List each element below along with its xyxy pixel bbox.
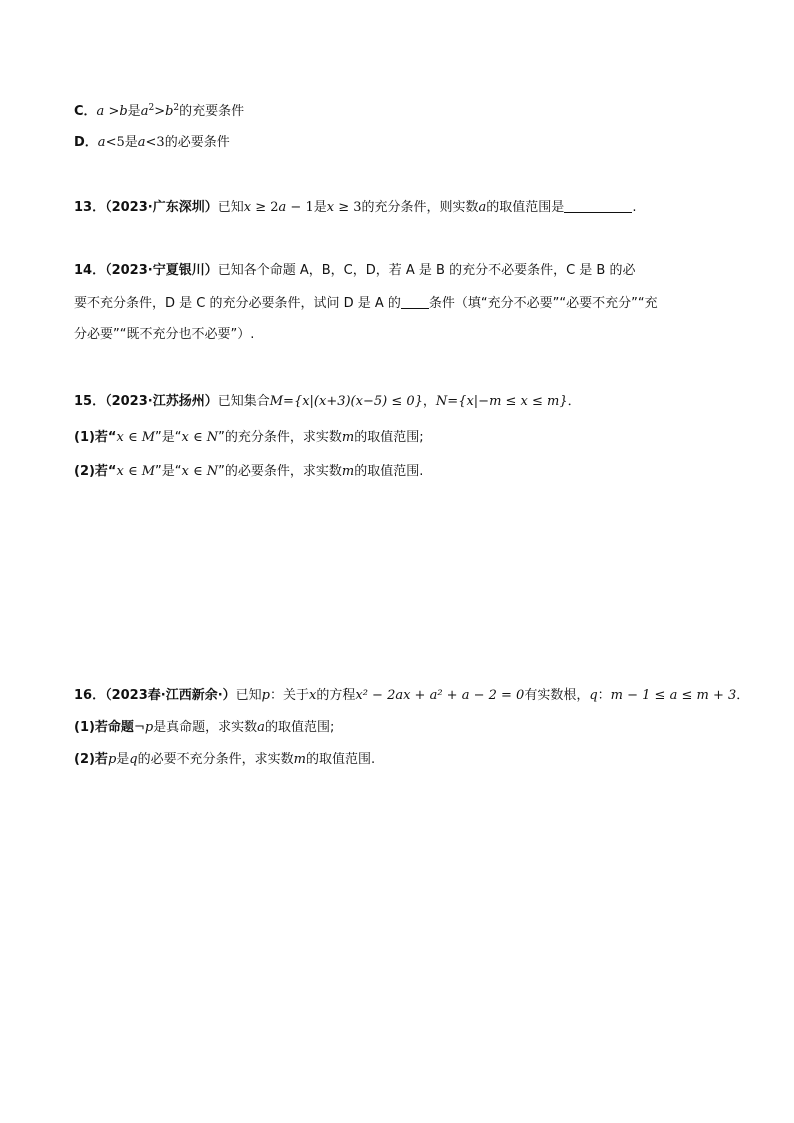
answer-blank[interactable] (401, 294, 429, 309)
text: 的取值范围; (264, 720, 335, 735)
question-16-part-1 (74, 719, 334, 737)
var-a: a (278, 200, 287, 215)
text: ： (597, 688, 611, 703)
text: 的充分条件，则实数 (361, 200, 479, 215)
set-m: M={x|(x+3)(x−5) ≤ 0} (269, 394, 423, 409)
option-c (74, 103, 244, 121)
text: ”是“ (155, 430, 182, 445)
question-text: 分必要”“既不充分也不必要”）. (74, 327, 255, 342)
question-text: 要不充分条件，D 是 C 的充分必要条件，试问 D 是 A 的 (74, 296, 401, 311)
text: ”是“ (155, 464, 182, 479)
math: x ∈ N (181, 464, 219, 479)
question-text: 已知各个命题 A，B，C，D，若 A 是 B 的充分不必要条件，C 是 B 的必 (217, 263, 636, 278)
var-x: x (326, 200, 335, 215)
question-14-line-3 (74, 326, 254, 344)
math: x ∈ M (116, 464, 156, 479)
equation: x² − 2ax + a² + a − 2 = 0 (355, 688, 525, 703)
var-x: x (243, 200, 252, 215)
question-number: 15． (74, 394, 106, 409)
text: 的取值范围. (354, 464, 424, 479)
option-d-label: D． (74, 135, 98, 150)
question-16-part-2 (74, 751, 375, 769)
text: 的取值范围; (354, 430, 424, 445)
var-m: m (341, 464, 355, 479)
math: x ∈ M (116, 430, 156, 445)
question-source: （2023·宁夏银川） (105, 263, 218, 278)
text: ． (567, 394, 581, 409)
negation: ¬p (133, 720, 154, 735)
option-d (74, 134, 230, 152)
question-16 (74, 687, 749, 705)
var-b: b (165, 104, 174, 119)
text-shi: 是 (127, 104, 141, 119)
question-15-part-2 (74, 463, 423, 481)
var-p: p (261, 688, 270, 703)
answer-blank[interactable] (564, 198, 632, 213)
question-15 (74, 393, 581, 411)
exponent: 2 (148, 103, 155, 113)
text: ：关于 (270, 688, 310, 703)
question-13 (74, 198, 636, 217)
part-label: (1)若“ (74, 430, 117, 445)
var-x: x (309, 688, 317, 703)
text: 已知集合 (217, 394, 270, 409)
part-label: (2)若 (74, 752, 108, 767)
set-n: N={x|−m ≤ x ≤ m} (435, 394, 568, 409)
text: 是 (313, 200, 327, 215)
question-number: 16． (74, 688, 106, 703)
text: ， (422, 394, 436, 409)
var-a: a (97, 135, 106, 150)
question-14-line-2 (74, 294, 658, 313)
var-q: q (589, 688, 598, 703)
text: 的方程 (316, 688, 356, 703)
var-m: m (293, 752, 306, 767)
var-a: a (478, 200, 487, 215)
lt-3: <3 (145, 135, 165, 150)
text: 有实数根， (524, 688, 590, 703)
option-c-tail: 的充要条件 (179, 104, 245, 119)
var-b: b (119, 104, 128, 119)
text: 是真命题，求实数 (153, 720, 258, 735)
option-c-label: C． (74, 104, 97, 119)
gt-sign: > (104, 104, 120, 119)
text: ． (736, 688, 750, 703)
text: 是 (116, 752, 130, 767)
var-a: a (140, 104, 149, 119)
text: 的必要不充分条件，求实数 (137, 752, 294, 767)
question-text: 条件（填“充分不必要”“必要不充分”“充 (428, 296, 658, 311)
var-q: q (129, 752, 138, 767)
text: ”的必要条件，求实数 (218, 464, 342, 479)
inequality: m − 1 ≤ a ≤ m + 3 (610, 688, 737, 703)
text: 的取值范围. (305, 752, 376, 767)
var-a: a (96, 104, 105, 119)
var-m: m (341, 430, 355, 445)
var-a: a (137, 135, 146, 150)
var-a: a (257, 720, 265, 735)
question-14-line-1 (74, 262, 635, 280)
math: ≥ 2 (251, 200, 279, 215)
text: ”的充分条件，求实数 (218, 430, 342, 445)
var-p: p (107, 752, 117, 767)
question-source: （2023·广东深圳） (105, 200, 218, 215)
exponent: 2 (173, 103, 180, 113)
text: 的取值范围是 (486, 200, 565, 215)
part-label: (1)若命题 (74, 720, 134, 735)
math: ≥ 3 (334, 200, 362, 215)
question-number: 14． (74, 263, 106, 278)
option-d-tail: 的必要条件 (164, 135, 230, 150)
question-source: （2023春·江西新余·） (105, 688, 236, 703)
question-source: （2023·江苏扬州） (105, 394, 218, 409)
text-shi: 是 (124, 135, 138, 150)
math: − 1 (286, 200, 314, 215)
question-15-part-1 (74, 429, 424, 447)
question-number: 13． (74, 200, 106, 215)
part-label: (2)若“ (74, 464, 117, 479)
gt-sign: > (154, 104, 166, 119)
lt-5: <5 (105, 135, 125, 150)
math: x ∈ N (181, 430, 219, 445)
text: 已知 (235, 688, 262, 703)
text: 已知 (217, 200, 244, 215)
text: . (632, 200, 637, 215)
